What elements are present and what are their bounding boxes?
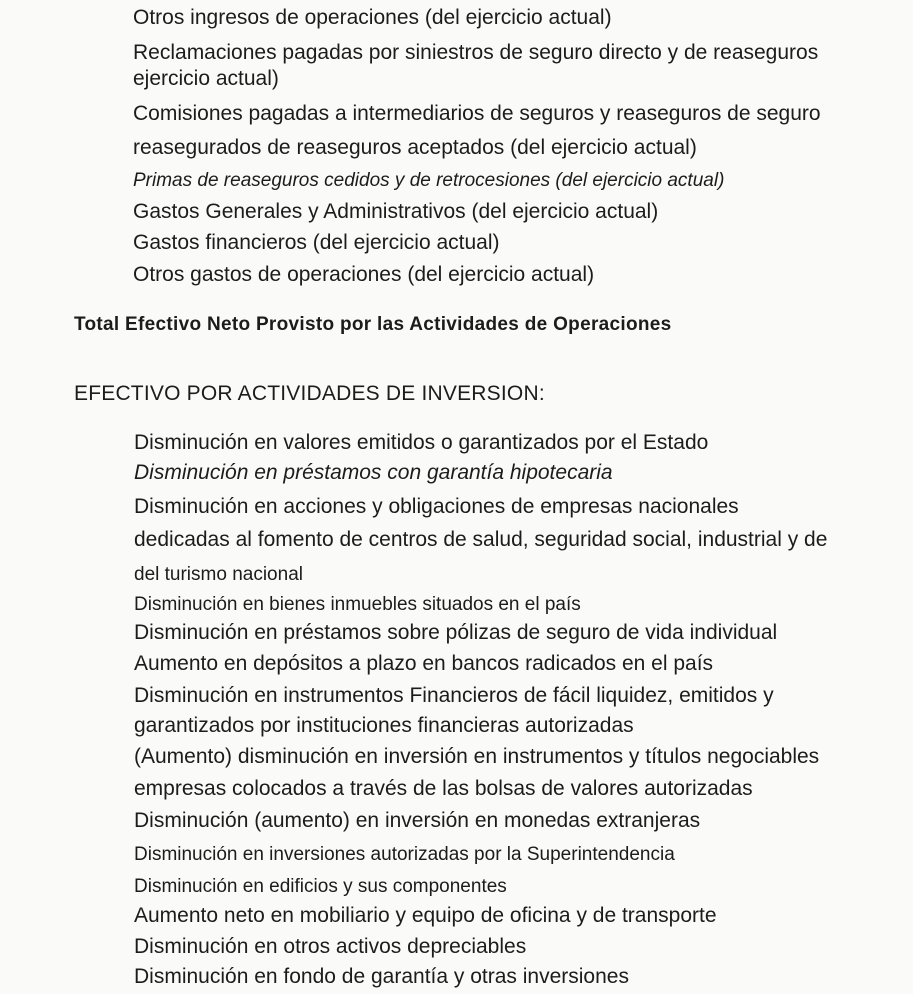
operaciones-line-9: Otros gastos de operaciones (del ejercicio actual)	[133, 263, 595, 286]
inversion-line-3: Disminución en acciones y obligaciones de empresas nacionales	[134, 495, 739, 518]
inversion-line-4: dedicadas al fomento de centros de salud, seguridad social, industrial y de	[134, 528, 828, 551]
inversion-line-6: Disminución en bienes inmuebles situados en el país	[134, 594, 581, 615]
inversion-line-18: Disminución en fondo de garantía y otras inversiones	[134, 965, 629, 988]
inversion-heading: EFECTIVO POR ACTIVIDADES DE INVERSION:	[74, 382, 545, 405]
operaciones-line-3: ejercicio actual)	[133, 67, 279, 90]
inversion-line-2: Disminución en préstamos con garantía hipotecaria	[134, 461, 613, 484]
operaciones-line-8: Gastos financieros (del ejercicio actual)	[133, 231, 500, 254]
inversion-line-1: Disminución en valores emitidos o garantizados por el Estado	[134, 431, 709, 454]
inversion-line-11: (Aumento) disminución en inversión en instrumentos y títulos negociables	[134, 745, 820, 768]
inversion-line-8: Aumento en depósitos a plazo en bancos radicados en el país	[134, 652, 714, 675]
inversion-line-17: Disminución en otros activos depreciables	[134, 935, 527, 958]
inversion-line-13: Disminución (aumento) en inversión en monedas extranjeras	[134, 809, 701, 832]
operaciones-total-label: Total Efectivo Neto Provisto por las Actividades de Operaciones	[74, 314, 672, 335]
inversion-line-15: Disminución en edificios y sus componentes	[134, 876, 507, 897]
inversion-line-10: garantizados por instituciones financieras autorizadas	[134, 714, 634, 737]
inversion-line-16: Aumento neto en mobiliario y equipo de oficina y de transporte	[134, 904, 717, 927]
operaciones-line-1: Otros ingresos de operaciones (del ejercicio actual)	[133, 6, 612, 29]
operaciones-line-6: Primas de reaseguros cedidos y de retrocesiones (del ejercicio actual)	[133, 170, 725, 191]
inversion-line-9: Disminución en instrumentos Financieros de fácil liquidez, emitidos y	[134, 684, 774, 707]
inversion-line-12: empresas colocados a través de las bolsas de valores autorizadas	[134, 777, 753, 800]
operaciones-line-2: Reclamaciones pagadas por siniestros de seguro directo y de reaseguros	[133, 41, 819, 64]
operaciones-line-7: Gastos Generales y Administrativos (del ejercicio actual)	[133, 200, 659, 223]
operaciones-line-4: Comisiones pagadas a intermediarios de seguros y reaseguros de seguro	[133, 102, 821, 125]
inversion-line-5: del turismo nacional	[134, 564, 303, 585]
operaciones-line-5: reasegurados de reaseguros aceptados (del ejercicio actual)	[133, 136, 697, 159]
inversion-line-14: Disminución en inversiones autorizadas por la Superintendencia	[134, 844, 675, 865]
inversion-line-7: Disminución en préstamos sobre pólizas de seguro de vida individual	[134, 621, 778, 644]
